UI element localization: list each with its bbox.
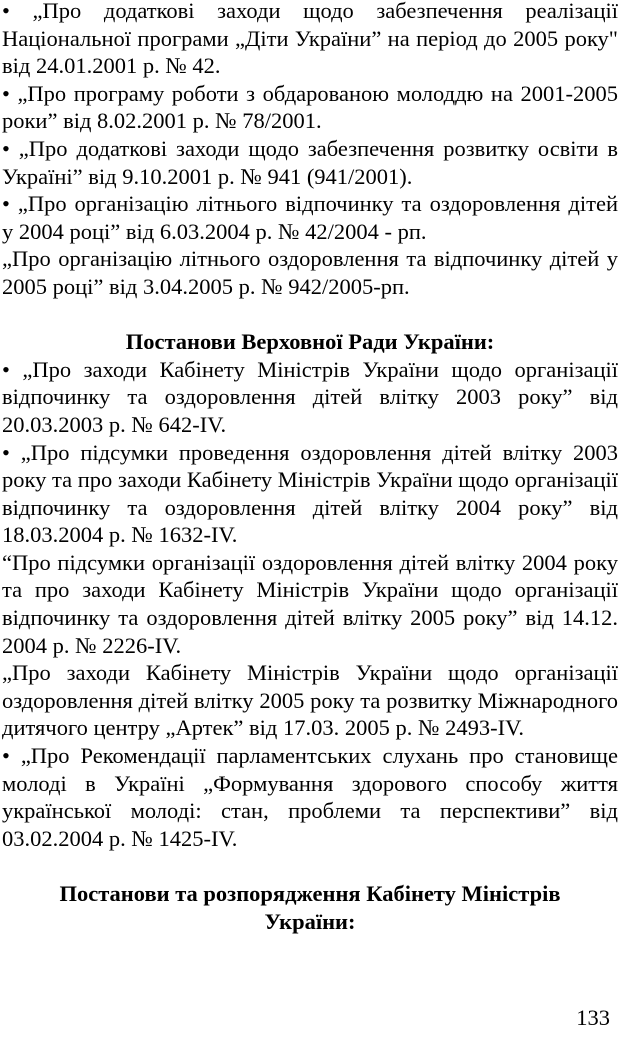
- section-heading-cabinet: [2, 880, 618, 935]
- list-item: • „Про заходи Кабінету Міністрів України щодо організації відпочинку та оздоровлення дітей влітку 2003 року” від 20.03.2003 р. № 642-IV.: [2, 356, 618, 437]
- page-number: 133: [576, 1005, 610, 1030]
- section-heading-cabinet-line-2: України:: [264, 908, 356, 934]
- list-item: • „Про Рекомендації парламентських слухань про становище молоді в Україні „Формування здорового способу життя української молоді: стан, проблеми та перспективи” від 03.02.2004 р. № 1425-IV.: [2, 743, 618, 851]
- list-item: „Про організацію літнього оздоровлення та відпочинку дітей у 2005 році” від 3.04.2005 р. № 942/2005-рп.: [2, 246, 618, 299]
- section-gap: [2, 852, 618, 880]
- list-item: • „Про підсумки проведення оздоровлення дітей влітку 2003 року та про заходи Кабінету Міністрів України щодо організації відпочинку та оздоровлення дітей влітку 2004 року” від 18.03.2004 р. № 1632-IV.: [2, 439, 618, 548]
- list-item: • „Про додаткові заходи щодо забезпечення реалізації Національної програми „Діти України” на період до 2005 року" від 24.01.2001 р. № 42.: [2, 0, 618, 79]
- section-heading-verkhovna-rada: Постанови Верховної Ради України:: [125, 329, 495, 355]
- resolutions-list: [2, 356, 618, 853]
- list-item: • „Про організацію літнього відпочинку та оздоровлення дітей у 2004 році” від 6.03.2004 р. № 42/2004 - рп.: [2, 191, 618, 244]
- list-item: • „Про додаткові заходи щодо забезпечення розвитку освіти в Україні” від 9.10.2001 р. № 941 (941/2001).: [2, 135, 618, 189]
- section-heading-cabinet-line-1: Постанови та розпорядження Кабінету Міністрів: [59, 881, 561, 906]
- list-item: “Про підсумки організації оздоровлення дітей влітку 2004 року та про заходи Кабінету Міністрів України щодо організації відпочинку та оздоровлення дітей влітку 2005 року” від 14.12. 2004 р. № 2226-IV.: [2, 549, 618, 658]
- decrees-list: [2, 0, 618, 301]
- section-gap: [2, 301, 618, 329]
- list-item: „Про заходи Кабінету Міністрів України щодо організації оздоровлення дітей влітку 2005 року та розвитку Міжнародного дитячого центру „Артек” від 17.03. 2005 р. № 2493-IV.: [2, 660, 618, 741]
- list-item: • „Про програму роботи з обдарованою молоддю на 2001-2005 роки” від 8.02.2001 р. № 78/2001.: [2, 80, 618, 134]
